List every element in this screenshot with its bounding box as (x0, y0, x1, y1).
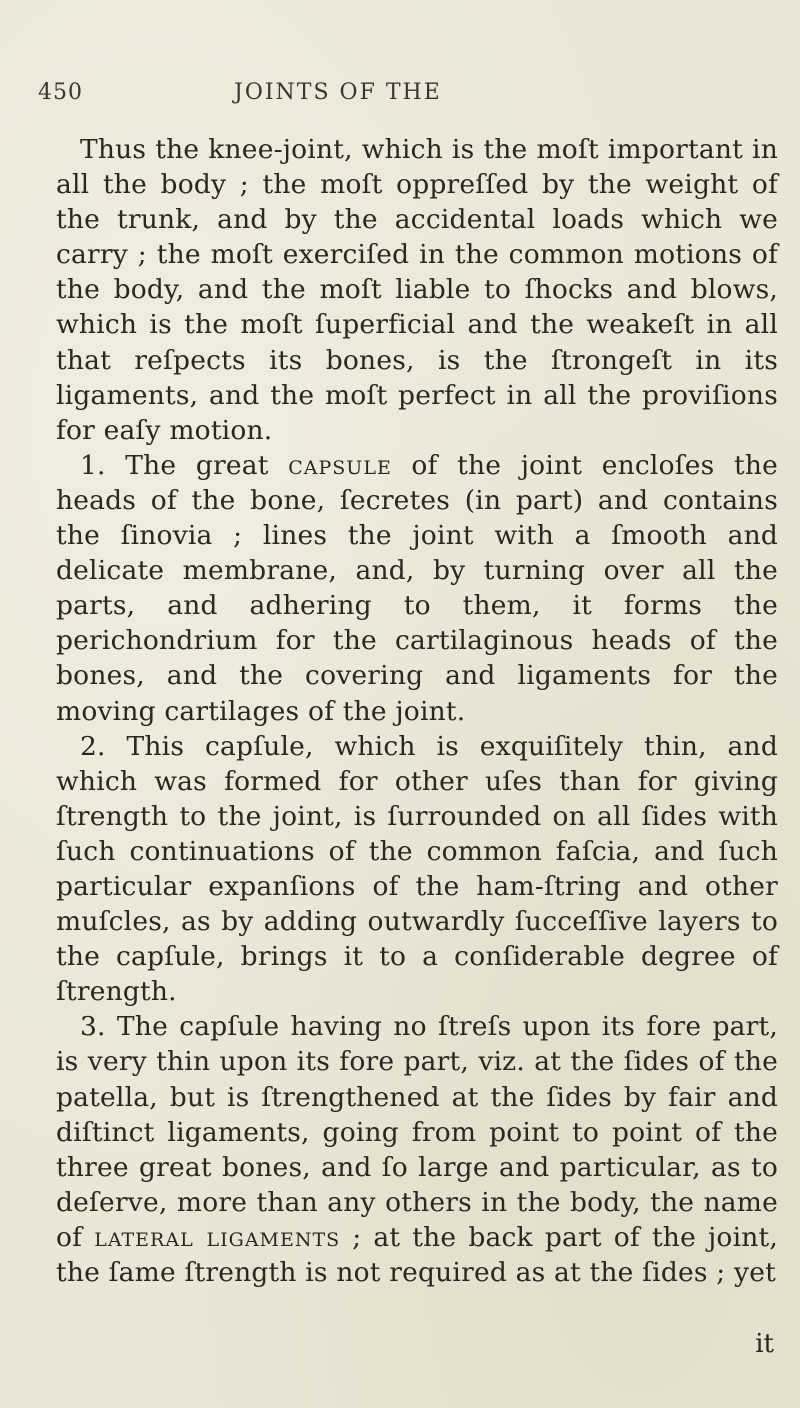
page-number: 450 (38, 80, 83, 105)
running-head (38, 80, 778, 120)
paragraph-intro (56, 132, 778, 448)
term-capsule: capsule (288, 449, 392, 481)
paragraph-thin-capsule (56, 729, 778, 1010)
term-lateral-ligaments: lateral ligaments (94, 1221, 341, 1253)
running-title: JOINTS OF THE (234, 80, 442, 105)
paragraph-text-rest: ; at the back part of the joint, the ſame ſtrength is not required as at the ſides ; yet (56, 1221, 778, 1288)
paragraph-text-lead: 3. The capſule having no ſtreſs upon its fore part, is very thin upon its fore part, viz. at the ſides of the patella, but is ſtrengthened at the ſides by fair and diſtinct ligaments, going from point to point of the three great bones, and ſo large and particular, as to deſerve, more than any others in the body, the name of (56, 1011, 778, 1253)
paragraph-lateral-ligaments (56, 1009, 778, 1290)
body-text (56, 132, 778, 1290)
paragraph-text: 2. This capſule, which is exquiſitely thin, and which was formed for other uſes than for giving ſtrength to the joint, is ſurrounded on all ſides with ſuch continuations of the common faſcia, and ſuch particular expanſions of the ham-ſtring and other muſcles, as by adding outwardly ſucceſſive layers to the capſule, brings it to a conſiderable degree of ſtrength. (56, 730, 778, 1008)
paragraph-text: Thus the knee-joint, which is the moſt important in all the body ; the moſt oppreſſed by the weight of the trunk, and by the accidental loads which we carry ; the moſt exerciſed in the common motions of the body, and the moſt liable to ſhocks and blows, which is the moſt ſuperficial and the weakeſt in all that reſpects its bones, is the ſtrongeſt in its ligaments, and the moſt perfect in all the proviſions for eaſy motion. (56, 134, 778, 446)
paragraph-capsule (56, 448, 778, 729)
paragraph-text-rest: of the joint encloſes the heads of the bone, ſecretes (in part) and contains the ſinovia ; lines the joint with a ſmooth and delicate membrane, and, by turning over all the parts, and adhering to them, it forms the perichondrium for the cartilaginous heads of the bones, and the covering and ligaments for the moving cartilages of the joint. (56, 449, 778, 727)
catchword: it (755, 1329, 774, 1359)
paragraph-text-lead: 1. The great (80, 449, 289, 481)
